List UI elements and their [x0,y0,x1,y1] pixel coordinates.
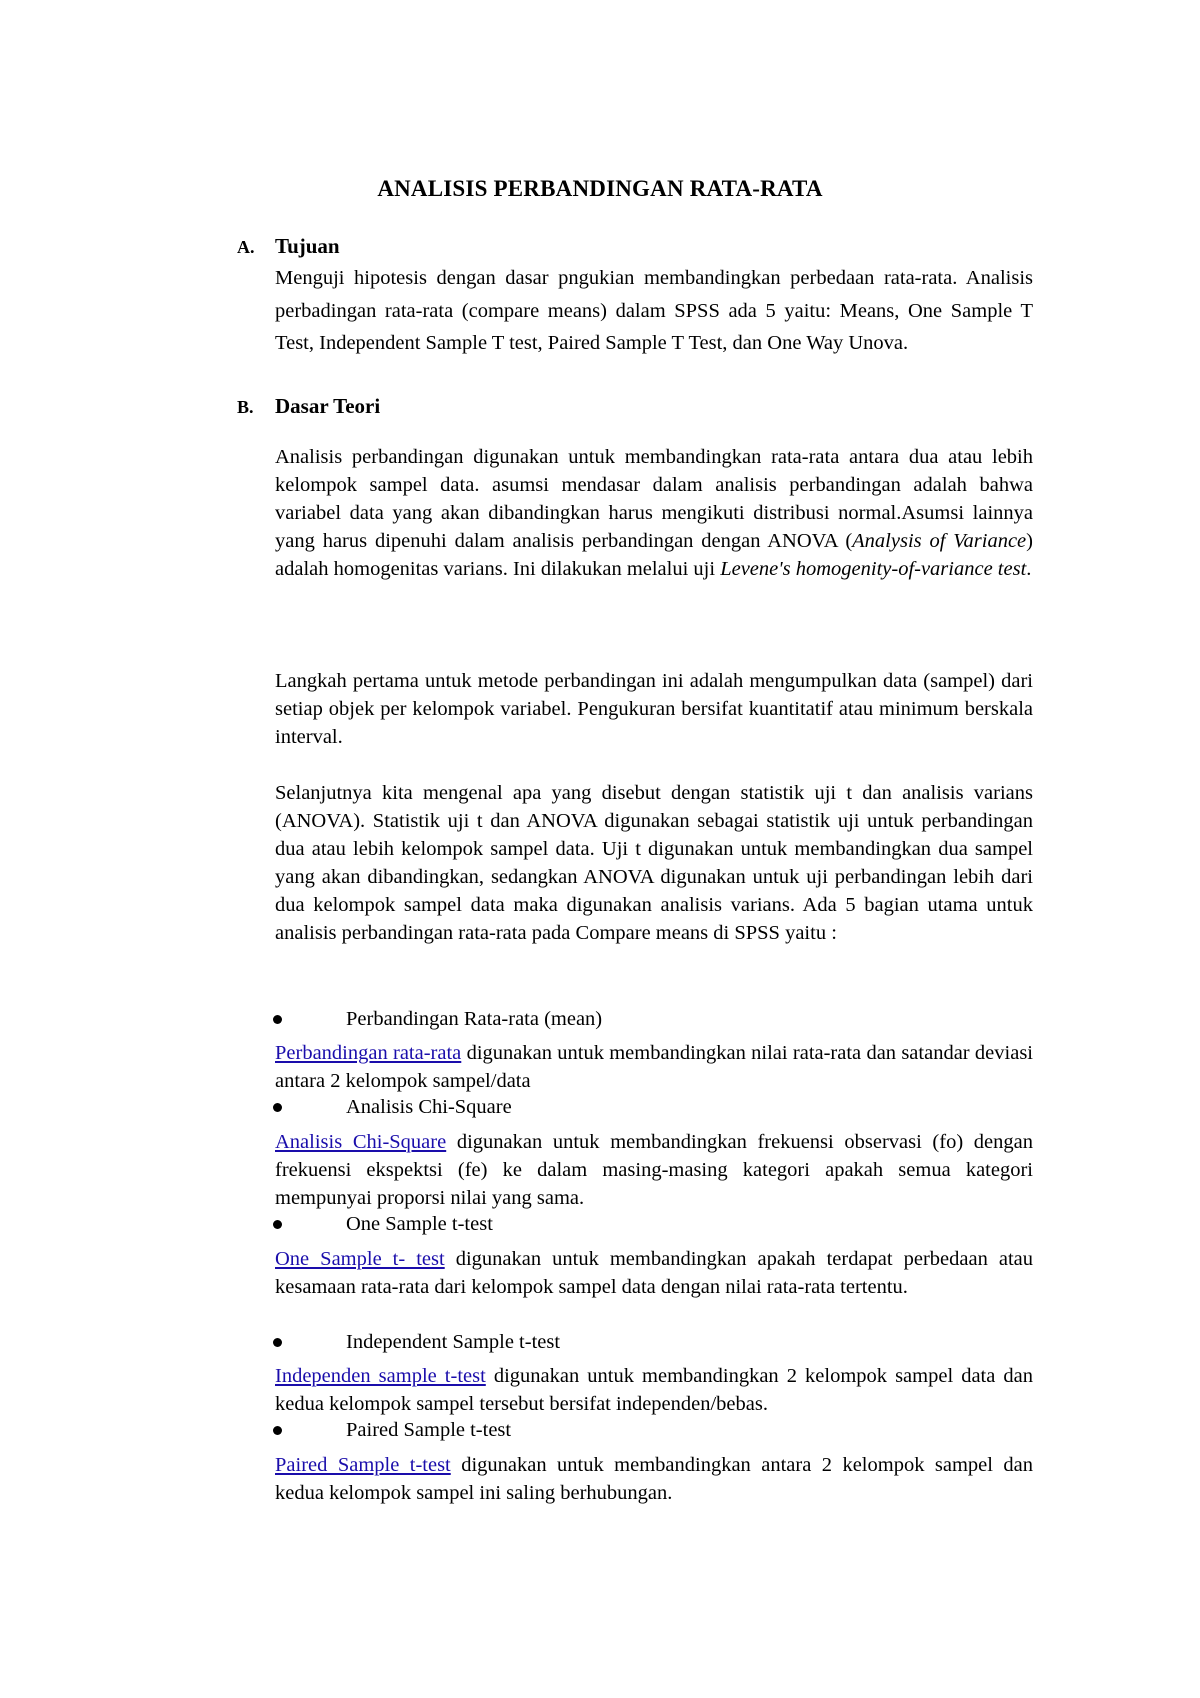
bullet-link[interactable]: Analisis Chi-Square [275,1131,447,1153]
bullet-desc-text: digunakan untuk membandingkan frekuensi observasi (fo) dengan frekuensi ekspektsi (fe) ke dalam masing-masing kategori apakah semua kategori mempunyai proporsi nilai yang sama. [275,1131,1033,1209]
document-title: ANALISIS PERBANDINGAN RATA-RATA [377,176,823,201]
bullet-link[interactable]: Perbandingan rata-rata [275,1042,462,1064]
bullet-dot-icon [273,1220,282,1229]
para1-italic-1: Analysis of Variance [852,530,1027,552]
section-b-heading: Dasar Teori [275,394,381,418]
bullet-item [0,1092,1200,1122]
bullet-desc-text: digunakan untuk membandingkan 2 kelompok sampel data dan kedua kelompok sampel tersebut bersifat independen/bebas. [275,1365,1033,1415]
bullet-dot-icon [273,1015,282,1024]
bullet-label: Independent Sample t-test [346,1331,561,1353]
dasar-teori-paragraph-2: Langkah pertama untuk metode perbandingan ini adalah mengumpulkan data (sampel) dari setiap objek per kelompok variabel. Pengukuran bersifat kuantitatif atau minimum berskala interval. [275,670,1033,748]
bullet-description [275,1128,1033,1212]
bullet-item [0,1004,1200,1034]
bullet-desc-text: digunakan untuk membandingkan apakah terdapat perbedaan atau kesamaan rata-rata dari kelompok sampel data dengan nilai rata-rata tertentu. [275,1248,1033,1298]
bullet-label: Perbandingan Rata-rata (mean) [346,1008,603,1030]
para1-text-3: . [1026,558,1032,580]
section-a-marker: A. [237,237,255,257]
bullet-description [275,1451,1033,1507]
bullet-desc-text: digunakan untuk membandingkan nilai rata-rata dan satandar deviasi antara 2 kelompok sampel/data [275,1042,1033,1092]
bullet-label: One Sample t-test [346,1213,493,1235]
bullet-description [275,1039,1033,1095]
bullet-description [275,1362,1033,1418]
bullet-label: Paired Sample t-test [346,1419,512,1441]
bullet-dot-icon [273,1103,282,1112]
dasar-teori-paragraph-3: Selanjutnya kita mengenal apa yang disebut dengan statistik uji t dan analisis varians (ANOVA). Statistik uji t dan ANOVA digunakan sebagai statistik uji untuk perbandingan dua atau lebih kelompok sampel data. Uji t digunakan untuk membandingkan dua sampel yang akan dibandingkan, sedangkan ANOVA digunakan untuk uji perbandingan lebih dari dua kelompok sampel data maka digunakan analisis varians. Ada 5 bagian utama untuk analisis perbandingan rata-rata pada Compare means di SPSS yaitu : [275,782,1033,944]
section-a-body: Menguji hipotesis dengan dasar pngukian membandingkan perbedaan rata-rata. Analisis perbadingan rata-rata (compare means) dalam SPSS ada 5 yaitu: Means, One Sample T Test, Independent Sample T test, Paired Sample T Test, dan One Way Unova. [275,267,1033,354]
bullet-item [0,1327,1200,1357]
para1-italic-2: Levene's homogenity-of-variance test [720,558,1027,580]
bullet-link[interactable]: Independen sample t-test [275,1365,486,1387]
bullet-item [0,1209,1200,1239]
bullet-description [275,1245,1033,1301]
para1-text-2: ) adalah homogenitas varians. Ini dilakukan melalui uji [275,530,1033,580]
bullet-dot-icon [273,1426,282,1435]
dasar-teori-paragraph-1 [275,443,1033,583]
section-b-marker: B. [237,397,254,417]
bullet-dot-icon [273,1338,282,1347]
bullet-label: Analisis Chi-Square [346,1096,512,1118]
bullet-desc-text: digunakan untuk membandingkan antara 2 kelompok sampel dan kedua kelompok sampel ini saling berhubungan. [275,1454,1033,1504]
bullet-link[interactable]: One Sample t- test [275,1248,445,1270]
section-a-heading: Tujuan [275,234,340,258]
bullet-link[interactable]: Paired Sample t-test [275,1454,451,1476]
bullet-item [0,1415,1200,1445]
para1-text-1: Analisis perbandingan digunakan untuk membandingkan rata-rata antara dua atau lebih kelompok sampel data. asumsi mendasar dalam analisis perbandingan adalah bahwa variabel data yang akan dibandingkan harus mengikuti distribusi normal.Asumsi lainnya yang harus dipenuhi dalam analisis perbandingan dengan ANOVA ( [275,446,1033,552]
